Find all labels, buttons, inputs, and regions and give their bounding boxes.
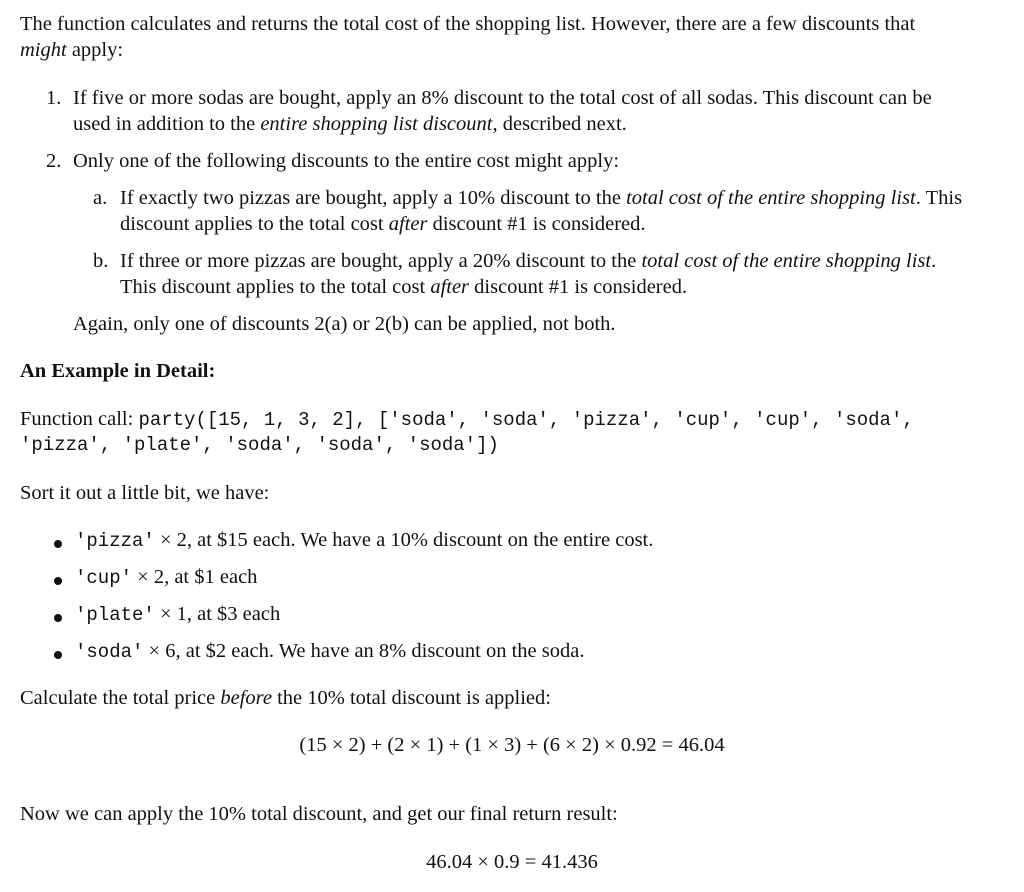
sub-b-line-2 [120, 274, 687, 300]
bullet-soda-text: × 6, at $2 each. We have an 8% discount on the soda. [143, 640, 585, 662]
sub-b-line-2-end: discount #1 is considered. [469, 276, 688, 298]
bullet-cup-code: 'cup' [75, 567, 133, 589]
bullet-plate [75, 601, 280, 628]
bullet-cup [75, 564, 257, 591]
intro-might: might [20, 39, 67, 61]
function-call-code-1: party([15, 1, 3, 2], ['soda', 'soda', 'pizza', 'cup', 'cup', 'soda', [138, 409, 914, 431]
sub-b-line-1-text: If three or more pizzas are bought, apply a 20% discount to the [120, 250, 642, 272]
sub-a-line-2-text: discount applies to the total cost [120, 213, 389, 235]
item-2-marker: 2. [46, 150, 62, 172]
sub-b-line-2-text: This discount applies to the total cost [120, 276, 431, 298]
sub-a-line-2-end: discount #1 is considered. [427, 213, 646, 235]
intro-line-1: The function calculates and returns the total cost of the shopping list. However, there are a few discounts that [20, 13, 916, 35]
bullet-dot-pizza [54, 540, 62, 548]
discount-note: Again, only one of discounts 2(a) or 2(b) can be applied, not both. [73, 313, 616, 335]
equation-final: 46.04 × 0.9 = 41.436 [426, 851, 598, 873]
bullet-dot-plate [54, 614, 62, 622]
bullet-plate-text: × 1, at $3 each [154, 603, 281, 625]
bullet-plate-code: 'plate' [75, 604, 155, 626]
bullet-soda-code: 'soda' [75, 641, 144, 663]
sub-b-line-1-end: . [931, 250, 937, 272]
bullet-dot-cup [54, 577, 62, 585]
bullet-soda [75, 638, 584, 665]
before-discount-text [20, 685, 551, 711]
bullet-pizza-text: × 2, at $15 each. We have a 10% discount on the entire cost. [154, 529, 654, 551]
sub-a-line-1-italic: total cost of the entire shopping list [626, 187, 916, 209]
after-discount-text: Now we can apply the 10% total discount, and get our final return result: [20, 803, 618, 825]
bullet-pizza-code: 'pizza' [75, 530, 155, 552]
bullet-dot-soda [54, 651, 62, 659]
sub-a-marker: a. [93, 187, 108, 209]
bullet-cup-text: × 2, at $1 each [132, 566, 258, 588]
equation-subtotal: (15 × 2) + (2 × 1) + (1 × 3) + (6 × 2) × 0.92 = 46.04 [299, 734, 725, 756]
sub-a-line-2 [120, 211, 646, 237]
sub-b-line-1-italic: total cost of the entire shopping list [641, 250, 932, 272]
item-1-line-2 [73, 111, 627, 137]
before-discount-b: the 10% total discount is applied: [271, 687, 551, 709]
item-2-line-1: Only one of the following discounts to the entire cost might apply: [73, 150, 620, 172]
example-heading: An Example in Detail: [20, 360, 216, 382]
sub-a-line-1 [120, 185, 962, 211]
item-1-line-2-text: used in addition to the [73, 113, 261, 135]
function-call-code-2: 'pizza', 'plate', 'soda', 'soda', 'soda']) [20, 434, 499, 456]
item-1-line-1: If five or more sodas are bought, apply an 8% discount to the total cost of all sodas. This discount can be [73, 87, 932, 109]
function-call-label: Function call: [20, 408, 139, 430]
intro-line-2 [20, 37, 123, 63]
function-call-line-1 [20, 406, 914, 433]
sub-b-marker: b. [93, 250, 109, 272]
intro-apply: apply: [66, 39, 124, 61]
sub-b-line-1 [120, 248, 936, 274]
sub-b-line-2-italic: after [430, 276, 470, 298]
sub-a-line-2-italic: after [388, 213, 428, 235]
before-discount-a: Calculate the total price [20, 687, 221, 709]
sub-a-line-1-text: If exactly two pizzas are bought, apply a 10% discount to the [120, 187, 627, 209]
sub-a-line-1-end: . This [915, 187, 963, 209]
item-1-marker: 1. [46, 87, 62, 109]
sort-intro: Sort it out a little bit, we have: [20, 482, 270, 504]
before-discount-italic: before [220, 687, 272, 709]
item-1-line-2-italic: entire shopping list discount [260, 113, 493, 135]
item-1-line-2-end: , described next. [492, 113, 627, 135]
bullet-pizza [75, 527, 653, 554]
